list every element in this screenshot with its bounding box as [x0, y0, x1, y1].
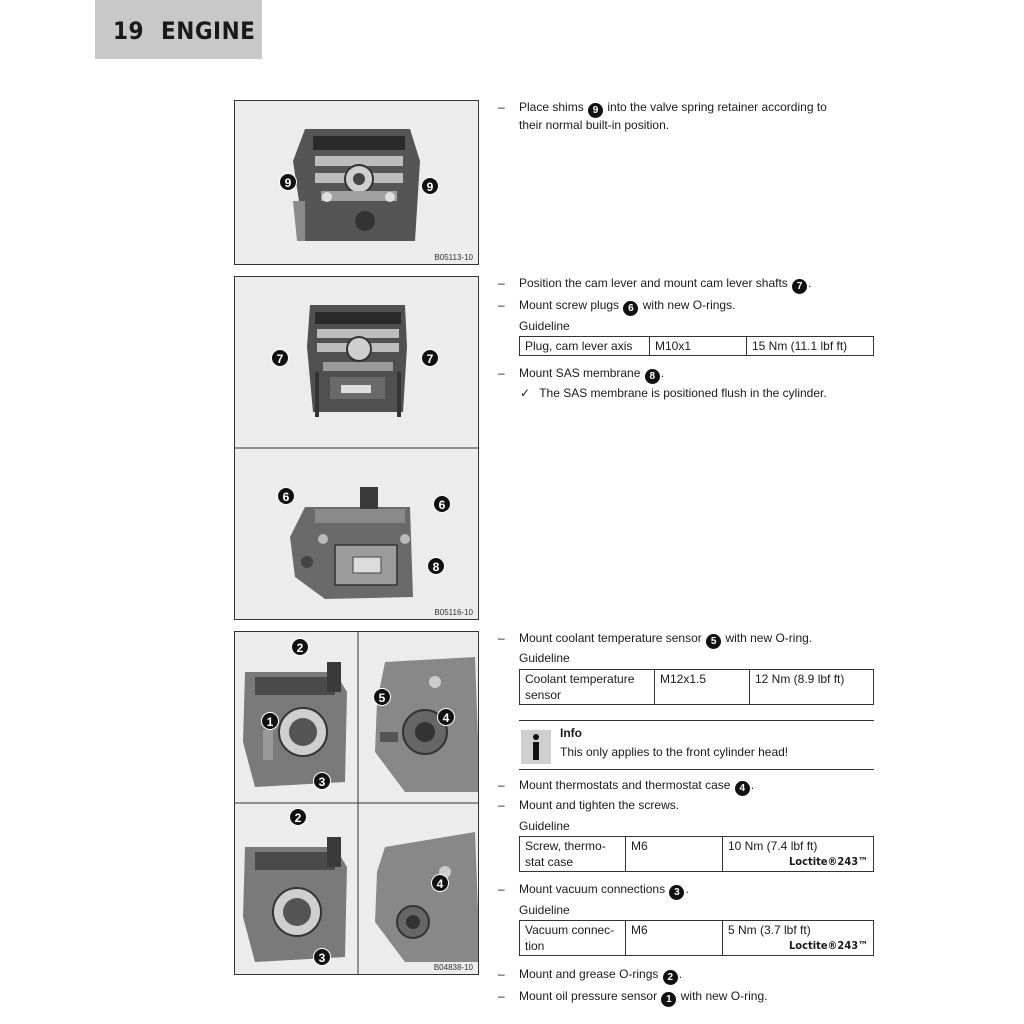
spec-threadlock: Loctite®243™: [789, 855, 868, 868]
ref-badge-5: 5: [706, 634, 721, 649]
spec-thread: M6: [626, 837, 723, 872]
spec-thread: M12x1.5: [655, 670, 750, 705]
ref-badge-2: 2: [663, 970, 678, 985]
callout-6-left: 6: [277, 487, 295, 505]
figure-shims: [234, 100, 479, 265]
callout-3-top: 3: [313, 772, 331, 790]
step-tighten-screws: Mount and tighten the screws.: [519, 798, 680, 812]
figure-code: B05113-10: [434, 253, 473, 262]
check-icon: ✓: [520, 386, 531, 400]
guideline-label: Guideline: [519, 819, 570, 833]
ref-badge-3: 3: [669, 885, 684, 900]
chapter-header: [95, 0, 262, 59]
step-dash: –: [498, 366, 505, 380]
step-dash: –: [498, 882, 505, 896]
step-dash: –: [498, 778, 505, 792]
step-dash: –: [498, 298, 505, 312]
step-o-rings: Mount and grease O-rings 2 .: [519, 967, 683, 983]
callout-6-right: 6: [433, 495, 451, 513]
step-place-shims-line2: their normal built-in position.: [519, 118, 670, 132]
callout-7-right: 7: [421, 349, 439, 367]
ref-badge-8: 8: [645, 369, 660, 384]
spec-part: Vacuum connec- tion: [520, 921, 626, 956]
info-box: [519, 720, 874, 770]
spec-torque: 15 Nm (11.1 lbf ft): [747, 337, 874, 356]
spec-part: Screw, thermo- stat case: [520, 837, 626, 872]
info-text: This only applies to the front cylinder head!: [560, 745, 789, 759]
step-sas-membrane: Mount SAS membrane 8 .: [519, 366, 665, 382]
step-place-shims: Place shims 9 into the valve spring retainer according to: [519, 100, 827, 116]
step-dash: –: [498, 100, 505, 114]
engine-photo-3: [235, 632, 479, 975]
callout-3-bottom: 3: [313, 948, 331, 966]
figure-cam-lever-sas: [234, 276, 479, 620]
spec-thread: M6: [626, 921, 723, 956]
step-screw-plugs: Mount screw plugs 6 with new O-rings.: [519, 298, 736, 314]
callout-9-right: 9: [421, 177, 439, 195]
step-dash: –: [498, 798, 505, 812]
spec-thread: M10x1: [650, 337, 747, 356]
step-oil-pressure: Mount oil pressure sensor 1 with new O-ring.: [519, 989, 768, 1005]
step-dash: –: [498, 276, 505, 290]
step-thermostats: Mount thermostats and thermostat case 4 .: [519, 778, 755, 794]
chapter-title: ENGINE: [161, 17, 256, 45]
step-dash: –: [498, 989, 505, 1003]
step-vacuum: Mount vacuum connections 3 .: [519, 882, 689, 898]
spec-table-plug: [519, 336, 874, 356]
step-cam-lever: Position the cam lever and mount cam lever shafts 7 .: [519, 276, 812, 292]
spec-table-thermostat: [519, 836, 874, 872]
ref-badge-4: 4: [735, 781, 750, 796]
info-icon: [521, 730, 551, 764]
ref-badge-6: 6: [623, 301, 638, 316]
callout-4-top: 4: [437, 708, 455, 726]
ref-badge-1: 1: [661, 992, 676, 1007]
spec-torque: 10 Nm (7.4 lbf ft) Loctite®243™: [723, 837, 874, 872]
ref-badge-9: 9: [588, 103, 603, 118]
callout-7-left: 7: [271, 349, 289, 367]
callout-5: 5: [373, 688, 391, 706]
spec-part: Coolant temperature sensor: [520, 670, 655, 705]
callout-2-top: 2: [291, 638, 309, 656]
spec-torque: 12 Nm (8.9 lbf ft): [750, 670, 874, 705]
callout-8: 8: [427, 557, 445, 575]
step-dash: –: [498, 631, 505, 645]
spec-threadlock: Loctite®243™: [789, 939, 868, 952]
guideline-label: Guideline: [519, 651, 570, 665]
figure-cylinder-head-front: [234, 631, 479, 975]
spec-table-vacuum: [519, 920, 874, 956]
step-dash: –: [498, 967, 505, 981]
guideline-label: Guideline: [519, 319, 570, 333]
figure-code: B04838-10: [433, 963, 473, 972]
chapter-number: 19: [113, 17, 145, 45]
spec-part: Plug, cam lever axis: [520, 337, 650, 356]
engine-photo-1: [235, 101, 479, 265]
guideline-label: Guideline: [519, 903, 570, 917]
callout-1: 1: [261, 712, 279, 730]
callout-4-bottom: 4: [431, 874, 449, 892]
check-sas-flush: ✓ The SAS membrane is positioned flush in the cylinder.: [520, 386, 827, 400]
spec-table-coolant: [519, 669, 874, 705]
info-title: Info: [560, 726, 582, 740]
step-coolant-sensor: Mount coolant temperature sensor 5 with new O-ring.: [519, 631, 813, 647]
ref-badge-7: 7: [792, 279, 807, 294]
spec-torque: 5 Nm (3.7 lbf ft) Loctite®243™: [723, 921, 874, 956]
figure-code: B05116-10: [434, 608, 473, 617]
callout-2-bottom: 2: [289, 808, 307, 826]
callout-9-left: 9: [279, 173, 297, 191]
